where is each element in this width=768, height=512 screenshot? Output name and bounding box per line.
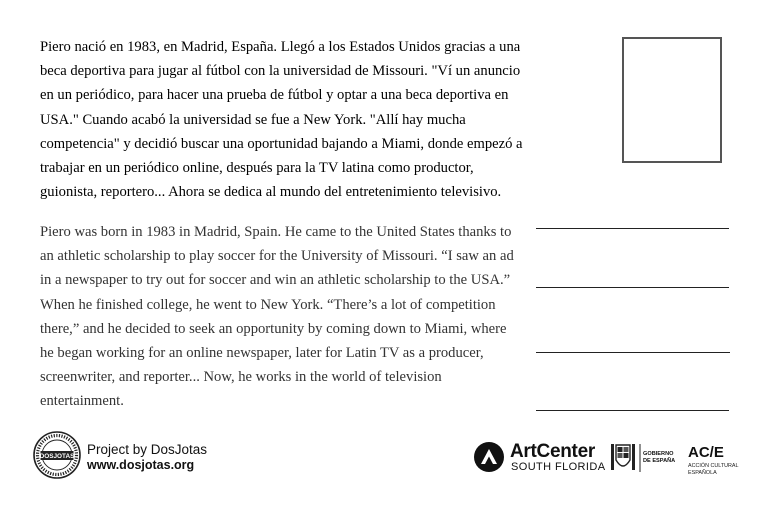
- acye-subtitle-line-1: ACCIÓN CULTURAL: [688, 463, 739, 469]
- gobierno-de-espana-logo: [610, 442, 678, 474]
- acye-subtitle-line-2: ESPAÑOLA: [688, 470, 717, 476]
- bio-paragraph-spanish: Piero nació en 1983, en Madrid, España. Llegó a los Estados Unidos gracias a una beca deportiva para jugar al fútbol con la universidad de Missouri. "Ví un anuncio en un periódico, para hacer una prueba de fútbol y optar a una beca deportiva en USA." Cuando acabó la universidad se fue a New York. "Allí hay mucha competencia" y decidió buscar una oportunidad bajando a Miami, donde empezó a trabajar en un periódico online, después para la TV latina como productor, guionista, reportero... Ahora se dedica al mundo del entretenimiento televisivo.: [40, 39, 523, 201]
- artcenter-subtitle: SOUTH FLORIDA: [511, 461, 606, 473]
- acye-logo: [688, 443, 748, 483]
- gobierno-text-line-1: GOBIERNO: [643, 451, 674, 457]
- stamp-box: [622, 37, 722, 163]
- project-credit-text: Project by DosJotas: [87, 442, 208, 457]
- address-line: [536, 228, 729, 229]
- address-line: [536, 287, 729, 288]
- website-link[interactable]: www.dosjotas.org: [87, 458, 195, 472]
- address-line: [536, 410, 729, 411]
- dosjotas-seal-logo: [33, 431, 81, 479]
- artcenter-name: ArtCenter: [510, 441, 595, 462]
- gobierno-text-line-2: DE ESPAÑA: [643, 458, 676, 464]
- acye-title: AC/E: [688, 444, 724, 461]
- bio-paragraph-english: Piero was born in 1983 in Madrid, Spain. He came to the United States thanks to an athletic scholarship to play soccer for the University of Missouri. “I saw an ad in a newspaper to try out for soccer and win an athletic scholarship to the USA.” When he finished college, he went to New York. “There’s a lot of competition there,” and he decided to seek an opportunity by coming down to Miami, where he began working for an online newspaper, later for Latin TV as a producer, screenwriter, and reporter... Now, he works in the world of television entertainment.: [40, 224, 514, 410]
- artcenter-logo-icon: [474, 442, 504, 472]
- address-line: [536, 352, 730, 353]
- seal-text: DOSJOTAS: [39, 453, 75, 461]
